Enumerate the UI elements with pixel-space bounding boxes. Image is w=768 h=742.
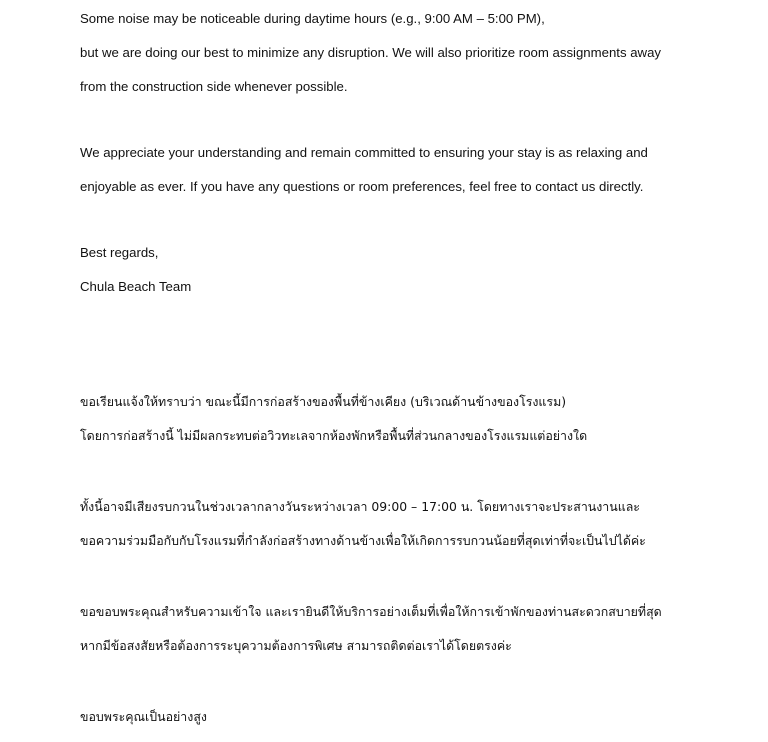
english-paragraph-appreciation-line-1: We appreciate your understanding and remain committed to ensuring your stay is as relaxing and	[80, 145, 648, 160]
english-signoff	[80, 227, 740, 312]
thai-paragraph-noise-line-2: ขอความร่วมมือกับกับโรงแรมที่กำลังก่อสร้างทางด้านข้างเพื่อให้เกิดการรบกวนน้อยที่สุดเท่าที่จะเป็นไปได้ค่ะ	[80, 533, 646, 548]
thai-paragraph-construction-line-2: โดยการก่อสร้างนี้ ไม่มีผลกระทบต่อวิวทะเลจากห้องพักหรือพื้นที่ส่วนกลางของโรงแรมแต่อย่างใด	[80, 428, 588, 443]
english-paragraph-appreciation	[80, 127, 740, 212]
thai-closing: ขอบพระคุณเป็นอย่างสูง	[80, 709, 207, 724]
thai-paragraph-construction-line-1: ขอเรียนแจ้งให้ทราบว่า ขณะนี้มีการก่อสร้างของพื้นที่ข้างเคียง (บริเวณด้านข้างของโรงแรม)	[80, 394, 567, 409]
document-body	[80, 0, 740, 742]
english-paragraph-noise-line-3: from the construction side whenever possible.	[80, 79, 348, 94]
english-paragraph-appreciation-line-2: enjoyable as ever. If you have any questions or room preferences, feel free to contact us directly.	[80, 179, 644, 194]
thai-paragraph-appreciation-line-1: ขอขอบพระคุณสำหรับความเข้าใจ และเรายินดีให้บริการอย่างเต็มที่เพื่อให้การเข้าพักของท่านสะดวกสบายที่สุด	[80, 604, 662, 619]
thai-paragraph-noise-line-1: ทั้งนี้อาจมีเสียงรบกวนในช่วงเวลากลางวันระหว่างเวลา 09:00 – 17:00 น. โดยทางเราจะประสานงานและ	[80, 499, 640, 514]
thai-signoff	[80, 691, 740, 742]
english-signature: Chula Beach Team	[80, 279, 192, 294]
thai-paragraph-noise	[80, 481, 740, 566]
english-closing: Best regards,	[80, 245, 159, 260]
english-paragraph-noise-line-2: but we are doing our best to minimize any disruption. We will also prioritize room assignments away	[80, 45, 661, 60]
thai-paragraph-appreciation	[80, 586, 740, 671]
thai-paragraph-appreciation-line-2: หากมีข้อสงสัยหรือต้องการระบุความต้องการพิเศษ สามารถติดต่อเราได้โดยตรงค่ะ	[80, 638, 512, 653]
thai-paragraph-construction	[80, 376, 740, 461]
english-paragraph-noise	[80, 0, 740, 112]
english-paragraph-noise-line-1: Some noise may be noticeable during daytime hours (e.g., 9:00 AM – 5:00 PM),	[80, 11, 545, 26]
